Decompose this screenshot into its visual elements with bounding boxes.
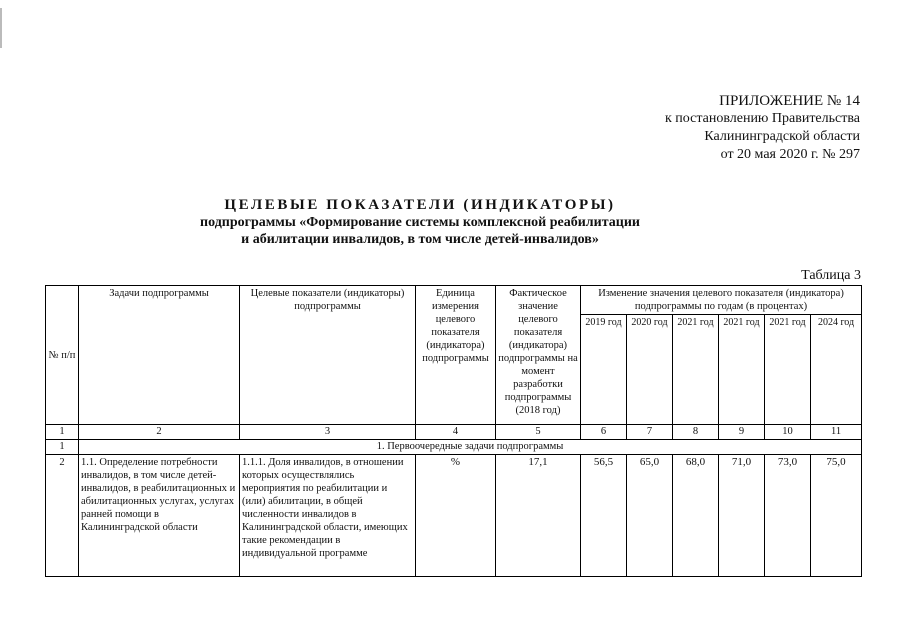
title-subprogram-1: подпрограммы «Формирование системы комплексной реабилитации (200, 215, 640, 230)
title-main: ЦЕЛЕВЫЕ ПОКАЗАТЕЛИ (ИНДИКАТОРЫ) (224, 197, 616, 213)
header-year: 2019 год (581, 315, 627, 425)
row-value-2024: 75,0 (811, 455, 862, 577)
header-year: 2021 год (719, 315, 765, 425)
indicators-table (45, 285, 862, 577)
row-value-2021b: 71,0 (719, 455, 765, 577)
section-row (46, 440, 862, 455)
index-cell: 10 (765, 425, 811, 440)
header-tasks: Задачи подпрограммы (79, 286, 240, 425)
row-num: 2 (46, 455, 79, 577)
scan-edge-mark (0, 8, 2, 48)
index-cell: 8 (673, 425, 719, 440)
header-indicators: Целевые показатели (индикаторы) подпрограммы (240, 286, 416, 425)
index-cell: 2 (79, 425, 240, 440)
appendix-region: Калининградской области (704, 129, 860, 144)
header-num: № п/п (46, 286, 79, 425)
header-row-1 (46, 286, 862, 315)
index-cell: 7 (627, 425, 673, 440)
index-cell: 1 (46, 425, 79, 440)
title-subprogram-2: и абилитации инвалидов, в том числе детей-инвалидов» (241, 232, 599, 247)
row-value-2019: 56,5 (581, 455, 627, 577)
appendix-block (665, 92, 860, 164)
table-label: Таблица 3 (801, 268, 861, 283)
index-cell: 3 (240, 425, 416, 440)
index-cell: 6 (581, 425, 627, 440)
index-cell: 9 (719, 425, 765, 440)
document-title (60, 196, 780, 248)
row-actual: 17,1 (496, 455, 581, 577)
row-value-2021a: 68,0 (673, 455, 719, 577)
row-unit: % (416, 455, 496, 577)
header-unit: Единица измерения целевого показателя (индикатора) подпрограммы (416, 286, 496, 425)
header-year: 2020 год (627, 315, 673, 425)
appendix-decree: к постановлению Правительства (664, 111, 860, 126)
appendix-number: ПРИЛОЖЕНИЕ № 14 (719, 93, 860, 109)
header-year: 2021 год (673, 315, 719, 425)
header-year: 2021 год (765, 315, 811, 425)
header-year: 2024 год (811, 315, 862, 425)
row-value-2021c: 73,0 (765, 455, 811, 577)
row-indicator: 1.1.1. Доля инвалидов, в отношении которых осуществлялись мероприятия по реабилитации и (или) абилитации, в общей численности инвалидов в Калининградской области, имеющих такие рекомендации в индивидуальной программе (240, 455, 416, 577)
section-num: 1 (46, 440, 79, 455)
header-actual: Фактическое значение целевого показателя (индикатора) подпрограммы на момент разработки подпрограммы (2018 год) (496, 286, 581, 425)
section-label: 1. Первоочередные задачи подпрограммы (79, 440, 862, 455)
index-cell: 11 (811, 425, 862, 440)
table-row (46, 455, 862, 577)
header-change: Изменение значения целевого показателя (индикатора) подпрограммы по годам (в процентах) (581, 286, 862, 315)
appendix-date: от 20 мая 2020 г. № 297 (720, 147, 860, 162)
index-cell: 4 (416, 425, 496, 440)
row-value-2020: 65,0 (627, 455, 673, 577)
row-task: 1.1. Определение потребности инвалидов, в том числе детей-инвалидов, в реабилитационных и абилитационных услугах, услугах ранней помощи в Калининградской области (79, 455, 240, 577)
index-row (46, 425, 862, 440)
index-cell: 5 (496, 425, 581, 440)
